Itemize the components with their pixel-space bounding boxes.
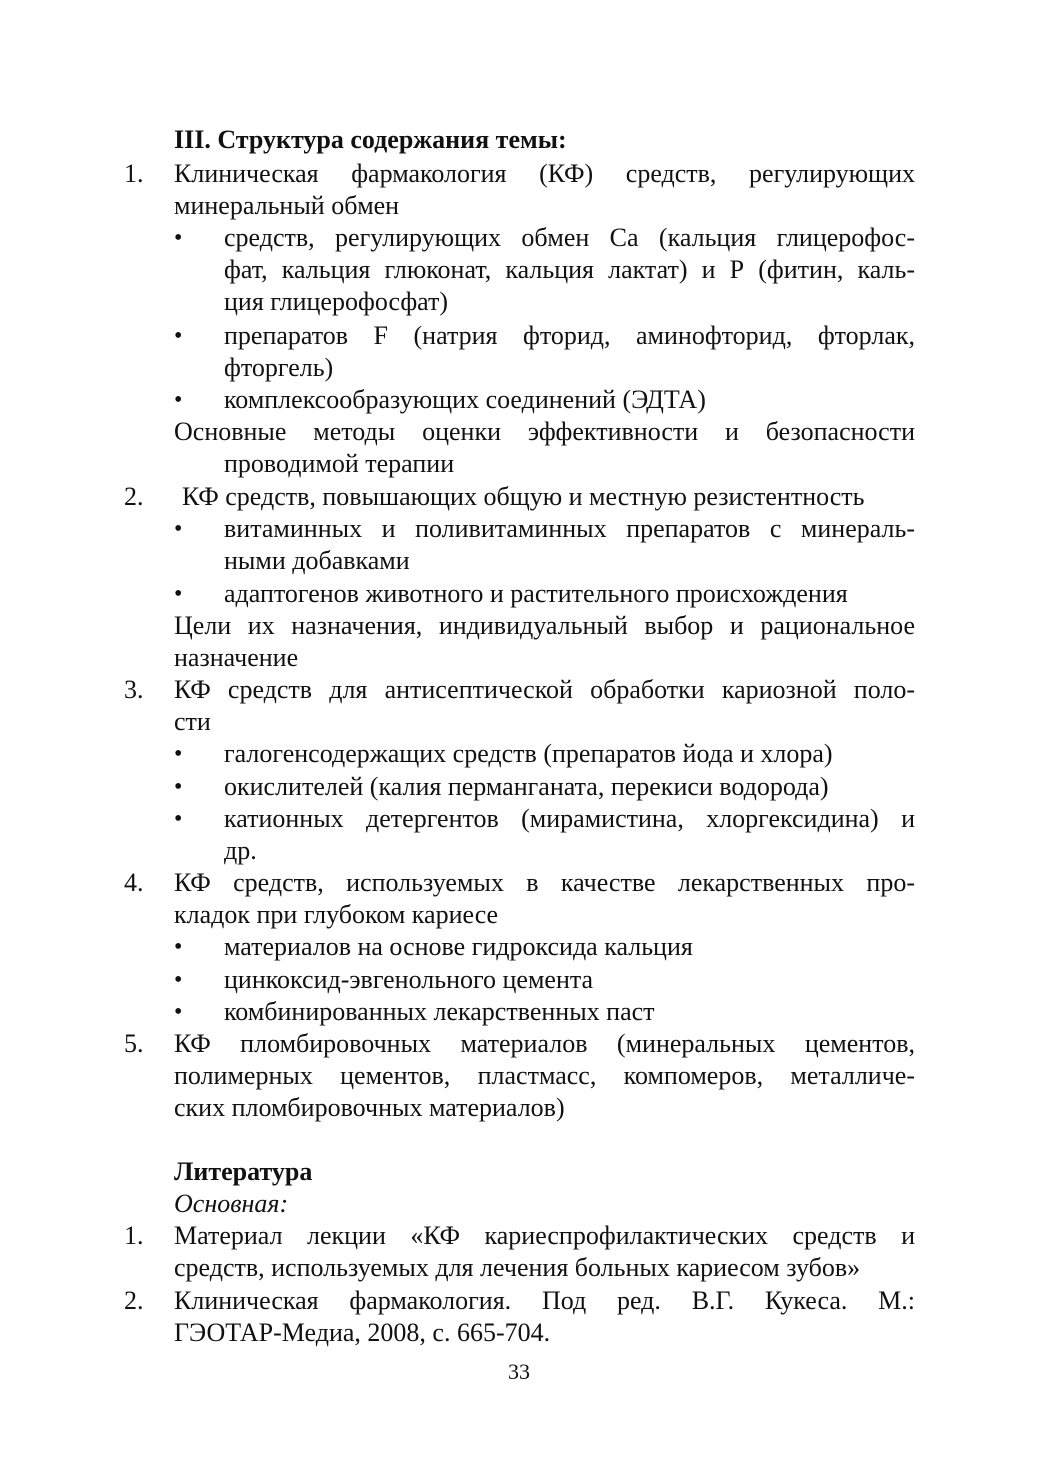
bullet-marker: • <box>174 967 183 993</box>
item-1-bullet-2-line-1: препаратов F (натрия фторид, аминофторид, фторлак, <box>224 321 915 350</box>
item-3-bullet-2-line-1: окислителей (калия перманганата, перекиси водорода) <box>224 772 829 801</box>
item-2-line-1: КФ средств, повышающих общую и местную резистентность <box>182 482 865 511</box>
literature-1-line-1: Материал лекции «КФ кариеспрофилактических средств и <box>174 1221 915 1250</box>
bullet-marker: • <box>174 516 183 542</box>
item-4-line-1: КФ средств, используемых в качестве лекарственных про- <box>174 868 915 897</box>
item-2-bullet-1-line-2: ными добавками <box>224 546 410 575</box>
item-4-number: 4. <box>124 868 144 897</box>
literature-title: Литература <box>174 1157 313 1186</box>
item-3-line-1: КФ средств для антисептической обработки кариозной поло- <box>174 675 915 704</box>
item-3-bullet-3-line-1: катионных детергентов (мирамистина, хлоргексидина) и <box>224 804 915 833</box>
bullet-marker: • <box>174 741 183 767</box>
bullet-marker: • <box>174 225 183 251</box>
item-1-number: 1. <box>124 159 144 188</box>
item-1-bullet-1-line-1: средств, регулирующих обмен Са (кальция глицерофос- <box>224 223 915 252</box>
item-3-line-2: сти <box>174 707 211 736</box>
item-4-bullet-2-line-1: цинкоксид-эвгенольного цемента <box>224 965 594 994</box>
bullet-marker: • <box>174 999 183 1025</box>
item-1-bullet-2-line-2: фторгель) <box>224 353 334 382</box>
item-2-after-line-1: Цели их назначения, индивидуальный выбор и рациональное <box>174 611 915 640</box>
item-1-bullet-1-line-3: ция глицерофосфат) <box>224 287 449 316</box>
literature-subtitle: Основная: <box>174 1189 289 1218</box>
literature-2-line-2: ГЭОТАР-Медиа, 2008, с. 665-704. <box>174 1318 551 1347</box>
item-1-bullet-1-line-2: фат, кальция глюконат, кальция лактат) и Р (фитин, каль- <box>224 255 915 284</box>
item-5-line-2: полимерных цементов, пластмасс, компомеров, металличе- <box>174 1061 915 1090</box>
bullet-marker: • <box>174 581 183 607</box>
item-4-bullet-3-line-1: комбинированных лекарственных паст <box>224 997 655 1026</box>
item-1-after-line-1: Основные методы оценки эффективности и безопасности <box>174 417 915 446</box>
bullet-marker: • <box>174 323 183 349</box>
bullet-marker: • <box>174 387 183 413</box>
item-5-line-1: КФ пломбировочных материалов (минеральных цементов, <box>174 1029 915 1058</box>
item-1-after-line-2: проводимой терапии <box>224 449 455 478</box>
page-number: 33 <box>508 1359 530 1384</box>
item-3-bullet-3-line-2: др. <box>224 836 257 865</box>
literature-1-line-2: средств, используемых для лечения больных кариесом зубов» <box>174 1253 861 1282</box>
item-5-number: 5. <box>124 1029 144 1058</box>
item-3-bullet-1-line-1: галогенсодержащих средств (препаратов йода и хлора) <box>224 739 833 768</box>
item-2-bullet-2-line-1: адаптогенов животного и растительного происхождения <box>224 579 848 608</box>
item-2-after-line-2: назначение <box>174 643 299 672</box>
literature-1-number: 1. <box>124 1221 144 1250</box>
item-2-bullet-1-line-1: витаминных и поливитаминных препаратов с минераль- <box>224 514 915 543</box>
item-4-bullet-1-line-1: материалов на основе гидроксида кальция <box>224 932 693 961</box>
item-3-number: 3. <box>124 675 144 704</box>
literature-2-line-1: Клиническая фармакология. Под ред. В.Г. Кукеса. М.: <box>174 1286 915 1315</box>
bullet-marker: • <box>174 934 183 960</box>
bullet-marker: • <box>174 774 183 800</box>
section-title: III. Структура содержания темы: <box>174 125 567 154</box>
item-4-line-2: кладок при глубоком кариесе <box>174 900 499 929</box>
item-2-number: 2. <box>124 482 144 511</box>
item-5-line-3: ских пломбировочных материалов) <box>174 1093 565 1122</box>
item-1-bullet-3-line-1: комплексообразующих соединений (ЭДТА) <box>224 385 706 414</box>
literature-2-number: 2. <box>124 1286 144 1315</box>
item-1-line-1: Клиническая фармакология (КФ) средств, регулирующих <box>174 159 915 188</box>
bullet-marker: • <box>174 806 183 832</box>
item-1-line-2: минеральный обмен <box>174 191 400 220</box>
